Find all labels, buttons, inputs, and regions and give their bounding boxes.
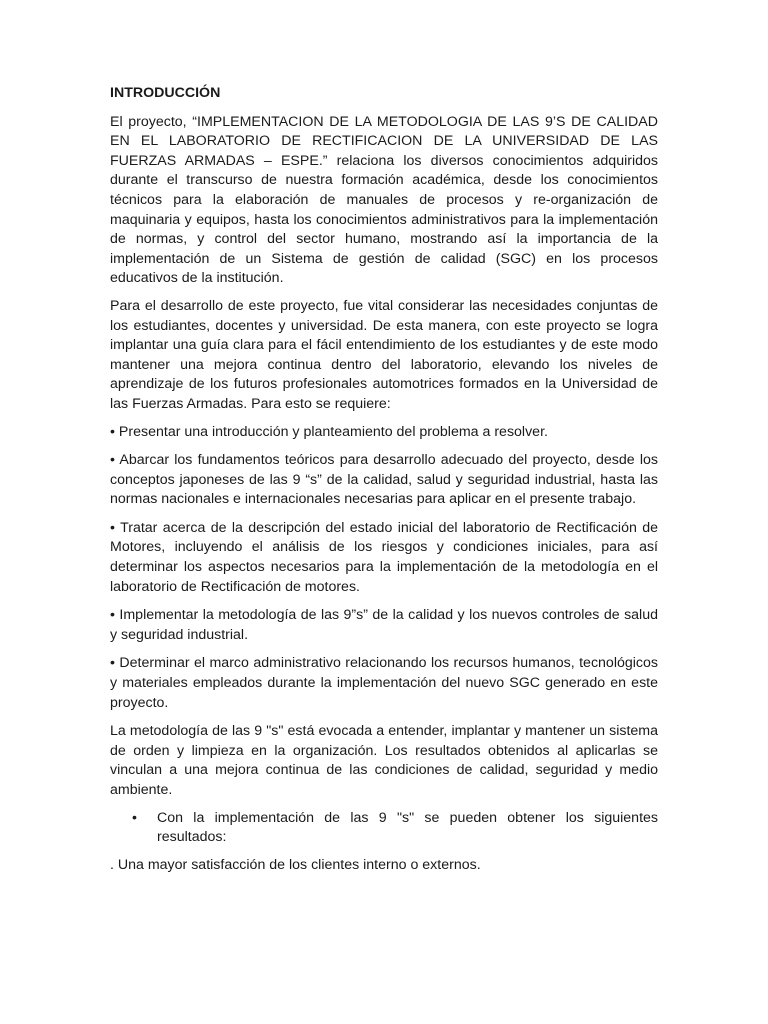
intro-paragraph: El proyecto, “IMPLEMENTACION DE LA METODOLOGIA DE LAS 9’S DE CALIDAD EN EL LABORATORIO DE RECTIFICACION DE LA UNIVERSIDAD DE LAS FUERZAS ARMADAS – ESPE.” relaciona los diversos conocimientos adquiridos durante el transcurso de nuestra formación académica, desde los conocimientos técnicos para la elaboración de manuales de procesos y re-organización de maquinaria y equipos, hasta los conocimientos administrativos para la implementación de normas, y control del sector humano, mostrando así la importancia de la implementación de un Sistema de gestión de calidad (SGC) en los procesos educativos de la institución. [110, 113, 658, 287]
methodology-paragraph: La metodología de las 9 "s" está evocada a entender, implantar y mantener un sistema de orden y limpieza en la organización. Los resultados obtenidos al aplicarlas se vinculan a una mejora continua de las condiciones de calidad, seguridad y medio ambiente. [110, 723, 658, 798]
document-page [110, 84, 658, 875]
bullet-icon: • [110, 655, 115, 672]
bullet-icon: • [110, 519, 115, 536]
closing-line: . Una mayor satisfacción de los clientes interno o externos. [110, 856, 481, 873]
bullet-item [110, 606, 658, 645]
bullet-text: Abarcar los fundamentos teóricos para desarrollo adecuado del proyecto, desde los conceptos japoneses de las 9 “s” de la calidad, salud y seguridad industrial, hasta las normas nacionales e internacionales necesarias para aplicar en el presente trabajo. [110, 452, 658, 508]
bullet-icon: • [110, 607, 115, 624]
bullet-item [110, 654, 658, 713]
bullet-item [110, 423, 658, 443]
bullet-text: Tratar acerca de la descripción del estado inicial del laboratorio de Rectificación de Motores, incluyendo el análisis de los riesgos y condiciones iniciales, para así determinar los aspectos necesarios para la implementación de la metodología en el laboratorio de Rectificación de motores. [110, 519, 658, 595]
bullet-item [110, 451, 658, 510]
list-item [110, 809, 658, 848]
list-item-text: Con la implementación de las 9 "s" se pueden obtener los siguientes resultados: [157, 809, 658, 846]
bullet-icon: • [110, 452, 115, 469]
bullet-text: Presentar una introducción y planteamiento del problema a resolver. [118, 423, 548, 440]
development-paragraph: Para el desarrollo de este proyecto, fue vital considerar las necesidades conjuntas de los estudiantes, docentes y universidad. De esta manera, con este proyecto se logra implantar una guía clara para el fácil entendimiento de los estudiantes y de este modo mantener una mejora continua dentro del laboratorio, elevando los niveles de aprendizaje de los futuros profesionales automotrices formados en la Universidad de las Fuerzas Armadas. Para esto se requiere: [110, 297, 658, 412]
bullet-item [110, 519, 658, 597]
bullet-text: Determinar el marco administrativo relacionando los recursos humanos, tecnológicos y materiales empleados durante la implementación del nuevo SGC generado en este proyecto. [110, 655, 658, 711]
bullet-icon: • [110, 423, 115, 440]
bullet-icon: • [132, 809, 137, 826]
section-heading: INTRODUCCIÓN [110, 85, 221, 101]
bullet-text: Implementar la metodología de las 9”s” de la calidad y los nuevos controles de salud y seguridad industrial. [110, 607, 658, 643]
